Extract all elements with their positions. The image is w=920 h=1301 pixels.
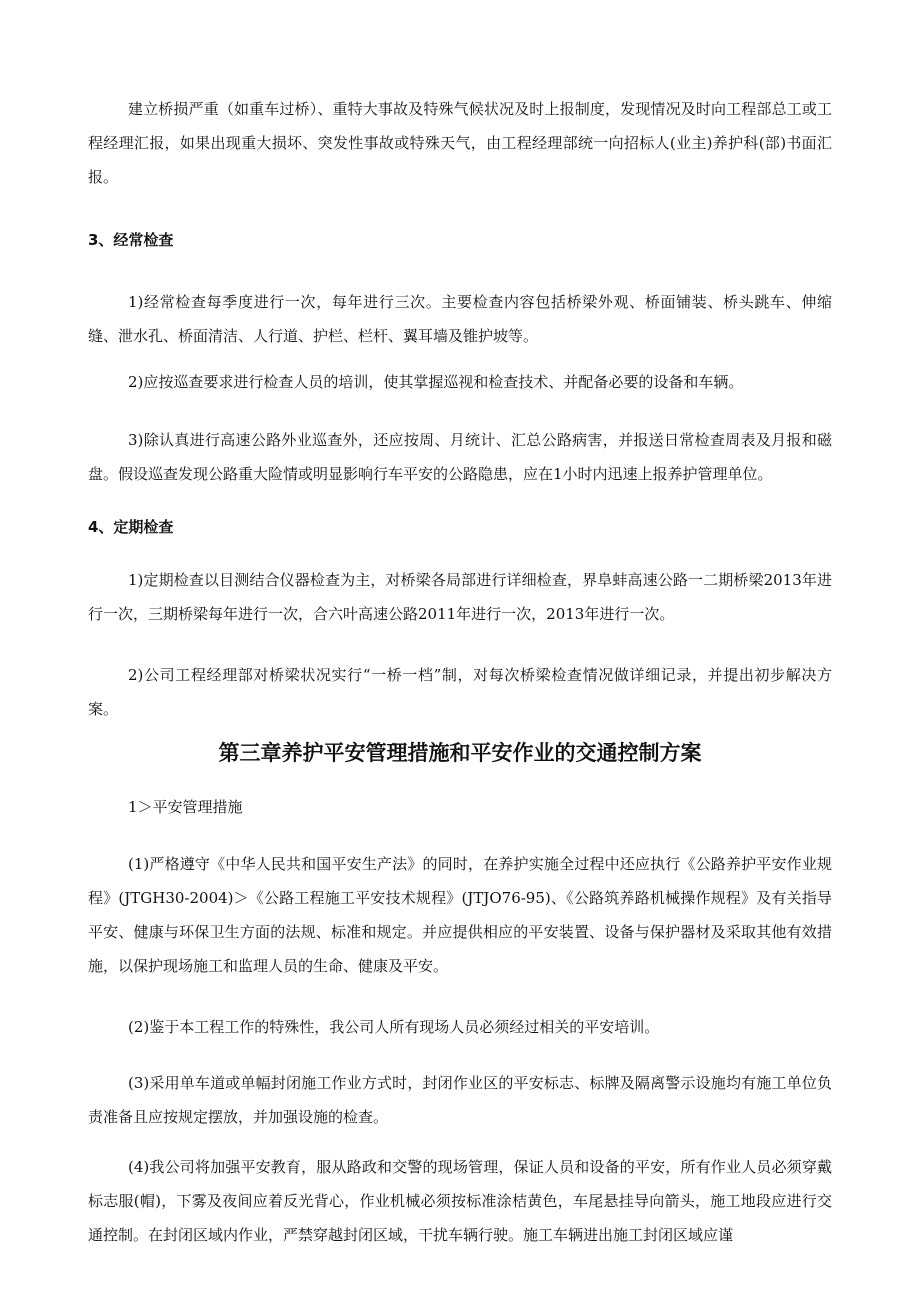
paragraph-safety-measure-3: (3)采用单车道或单幅封闭施工作业方式时，封闭作业区的平安标志、标牌及隔离警示设施均有施工单位负责准备且应按规定摆放，并加强设施的检查。 xyxy=(88,1074,832,1126)
paragraph-bridge-damage-reporting: 建立桥损严重（如重车过桥）、重特大事故及特殊气候状况及时上报制度，发现情况及时向工程部总工或工程经理汇报，如果出现重大损坏、突发性事故或特殊天气，由工程经理部统一向招标人(业主)养护科(部)书面汇报。 xyxy=(88,100,832,186)
paragraph-regular-inspection-2: 2)应按巡查要求进行检查人员的培训，使其掌握巡视和检查技术、并配备必要的设备和车辆。 xyxy=(128,373,744,391)
section-heading-periodic-inspection: 4、定期检查 xyxy=(88,518,174,536)
section-heading-regular-inspection: 3、经常检查 xyxy=(88,231,174,249)
paragraph-safety-measure-1: (1)严格遵守《中华人民共和国平安生产法》的同时，在养护实施全过程中还应执行《公路养护平安作业规程》(JTGH30-2004)＞《公路工程施工平安技术规程》(JTJO76-95)、《公路筑养路机械操作规程》及有关指导平安、健康与环保卫生方面的法规、标准和规定。并应提供相应的平安装置、设备与保护器材及采取其他有效措施，以保护现场施工和监理人员的生命、健康及平安。 xyxy=(88,855,832,975)
paragraph-regular-inspection-3: 3)除认真进行高速公路外业巡查外，还应按周、月统计、汇总公路病害，并报送日常检查周表及月报和磁盘。假设巡查发现公路重大险情或明显影响行车平安的公路隐患，应在1小时内迅速上报养护管理单位。 xyxy=(88,431,832,483)
paragraph-regular-inspection-1: 1)经常检查每季度进行一次，每年进行三次。主要检查内容包括桥梁外观、桥面铺装、桥头跳车、伸缩缝、泄水孔、桥面清洁、人行道、护栏、栏杆、翼耳墙及锥护坡等。 xyxy=(88,293,832,345)
paragraph-safety-measure-4: (4)我公司将加强平安教育，服从路政和交警的现场管理，保证人员和设备的平安，所有作业人员必须穿戴标志服(帽)，下雾及夜间应着反光背心，作业机械必须按标准涂桔黄色，车尾悬挂导向箭头，施工地段应进行交通控制。在封闭区域内作业，严禁穿越封闭区域，干扰车辆行驶。施工车辆进出施工封闭区域应谨 xyxy=(88,1158,832,1244)
paragraph-periodic-inspection-1: 1)定期检查以目测结合仪器检查为主，对桥梁各局部进行详细检查，界阜蚌高速公路一二期桥梁2013年进行一次，三期桥梁每年进行一次，合六叶高速公路2011年进行一次，2013年进行一次。 xyxy=(88,571,832,623)
paragraph-safety-measure-2: (2)鉴于本工程工作的特殊性，我公司人所有现场人员必须经过相关的平安培训。 xyxy=(128,1018,660,1036)
subsection-title-safety-measures: 1＞平安管理措施 xyxy=(128,798,243,816)
chapter-title: 第三章养护平安管理措施和平安作业的交通控制方案 xyxy=(218,740,702,765)
paragraph-periodic-inspection-2: 2)公司工程经理部对桥梁状况实行“一桥一档”制，对每次桥梁检查情况做详细记录，并提出初步解决方案。 xyxy=(88,666,832,718)
